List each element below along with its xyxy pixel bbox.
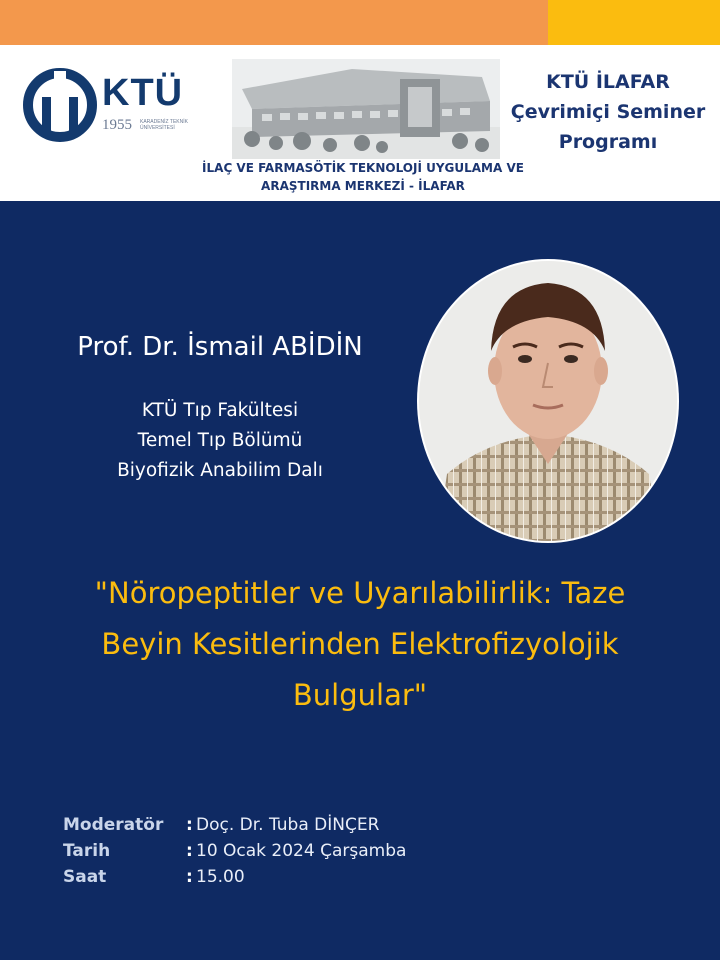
- speaker-name: Prof. Dr. İsmail ABİDİN: [77, 332, 363, 362]
- top-color-stripe: [0, 0, 720, 45]
- program-title-line: Çevrimiçi Seminer: [510, 101, 706, 123]
- logo-wordmark: KTÜ: [102, 72, 184, 114]
- detail-label: Tarih: [63, 841, 111, 861]
- affiliation-line: KTÜ Tıp Fakültesi: [141, 400, 299, 421]
- affiliation-line: Biyofizik Anabilim Dalı: [117, 460, 323, 481]
- seminar-title-line: Bulgular": [292, 678, 428, 712]
- detail-colon: :: [186, 867, 193, 887]
- detail-value: 10 Ocak 2024 Çarşamba: [196, 841, 407, 861]
- center-name-line: ARAŞTIRMA MERKEZİ - İLAFAR: [261, 179, 465, 193]
- detail-label: Moderatör: [63, 815, 164, 835]
- center-name-line: İLAÇ VE FARMASÖTİK TEKNOLOJİ UYGULAMA VE: [202, 161, 524, 175]
- program-title: [508, 67, 708, 157]
- program-title-line: Programı: [558, 131, 658, 153]
- logo-subtitle: KARADENİZ TEKNİK ÜNİVERSİTESİ: [140, 119, 188, 131]
- detail-label: Saat: [63, 867, 107, 887]
- speaker-portrait: [417, 259, 679, 543]
- header-band: [0, 45, 720, 201]
- detail-value: Doç. Dr. Tuba DİNÇER: [196, 815, 380, 835]
- detail-colon: :: [186, 841, 193, 861]
- campus-building-illustration: [232, 59, 500, 159]
- ktu-logo-mark-icon: [22, 67, 98, 143]
- speaker-affiliation: [10, 396, 430, 486]
- seminar-title-line: Beyin Kesitlerinden Elektrofizyolojik: [101, 627, 619, 661]
- detail-value: 15.00: [196, 867, 245, 887]
- research-center-name: [170, 159, 556, 195]
- logo-year: 1955: [102, 117, 132, 133]
- ktu-logo: [22, 67, 197, 147]
- program-title-line: KTÜ İLAFAR: [546, 71, 670, 93]
- seminar-title: [20, 568, 700, 721]
- affiliation-line: Temel Tıp Bölümü: [137, 430, 303, 451]
- seminar-title-line: "Nöropeptitler ve Uyarılabilirlik: Taze: [94, 576, 626, 610]
- detail-colon: :: [186, 815, 193, 835]
- top-yellow-accent: [548, 0, 720, 45]
